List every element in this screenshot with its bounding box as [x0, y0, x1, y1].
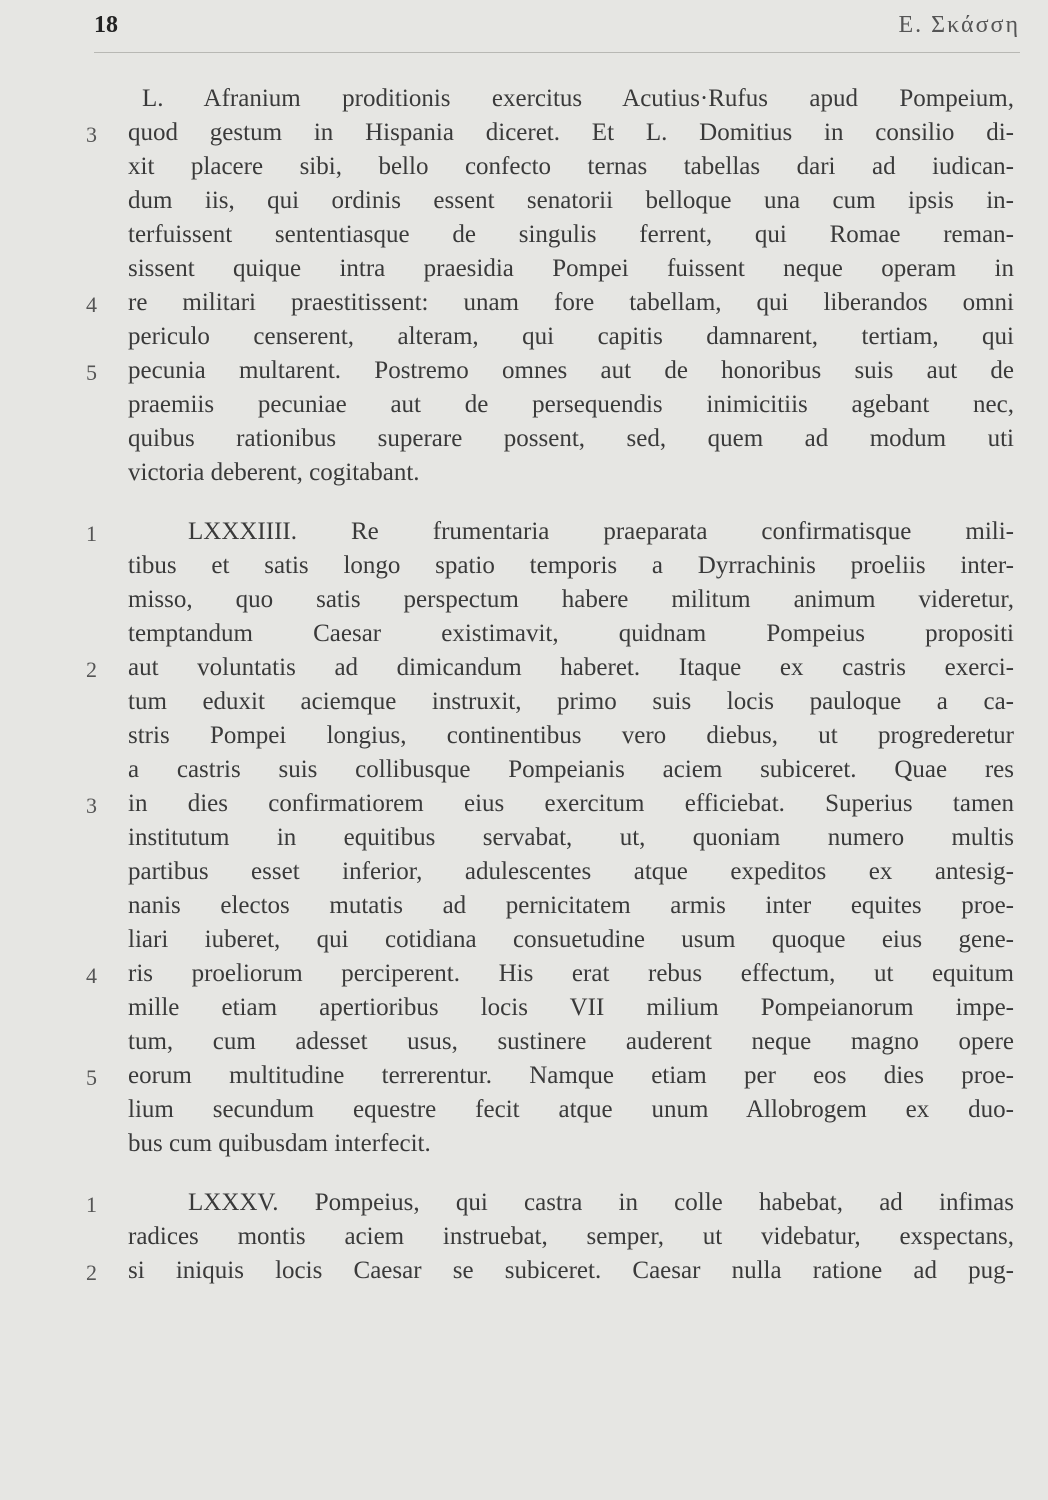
header-rule [94, 52, 1020, 53]
margin-section-number: 2 [86, 1260, 97, 1285]
line-text: L. Afranium proditionis exercitus Acutius·Rufus apud Pompeium, [142, 85, 1014, 112]
line-text: quod gestum in Hispania diceret. Et L. Domitius in consilio di- [128, 119, 1014, 146]
text-line [0, 116, 1048, 150]
text-line [0, 1025, 1048, 1059]
text-line [0, 1093, 1048, 1127]
text-line [0, 617, 1048, 651]
line-text: pecunia multarent. Postremo omnes aut de honoribus suis aut de [128, 357, 1014, 384]
margin-section-number: 3 [86, 793, 97, 818]
line-text: eorum multitudine terrerentur. Namque etiam per eos dies proe- [128, 1062, 1014, 1089]
margin-section-number: 4 [86, 292, 97, 317]
paragraph-gap [0, 490, 1048, 515]
text-line [0, 1127, 1048, 1161]
line-text: victoria deberent, cogitabant. [128, 459, 420, 486]
line-text: liari iuberet, qui cotidiana consuetudine usum quoque eius gene- [128, 926, 1014, 953]
line-text: mille etiam apertioribus locis VII milium Pompeianorum impe- [128, 994, 1014, 1021]
running-head: E. Σκάσση [898, 12, 1020, 38]
line-text: periculo censerent, alteram, qui capitis damnarent, tertiam, qui [128, 323, 1014, 350]
text-line [0, 252, 1048, 286]
text-line [0, 388, 1048, 422]
line-text: temptandum Caesar existimavit, quidnam Pompeius propositi [128, 620, 1014, 647]
margin-section-number: 2 [86, 657, 97, 682]
line-text: misso, quo satis perspectum habere militum animum videretur, [128, 586, 1014, 613]
text-line [0, 515, 1048, 549]
line-text: si iniquis locis Caesar se subiceret. Caesar nulla ratione ad pug- [128, 1257, 1014, 1284]
text-line [0, 855, 1048, 889]
line-text: terfuissent sententiasque de singulis ferrent, qui Romae reman- [128, 221, 1014, 248]
text-line [0, 184, 1048, 218]
text-line [0, 991, 1048, 1025]
text-line [0, 150, 1048, 184]
line-text: re militari praestitissent: unam fore tabellam, qui liberandos omni [128, 289, 1014, 316]
text-line [0, 719, 1048, 753]
margin-section-number: 5 [86, 1065, 97, 1090]
line-text: in dies confirmatiorem eius exercitum efficiebat. Superius tamen [128, 790, 1014, 817]
line-text: praemiis pecuniae aut de persequendis inimicitiis agebant nec, [128, 391, 1014, 418]
margin-section-number: 3 [86, 122, 97, 147]
body-text [0, 82, 1048, 1288]
text-line [0, 651, 1048, 685]
page-number: 18 [94, 12, 118, 38]
line-text: stris Pompei longius, continentibus vero diebus, ut progrederetur [128, 722, 1014, 749]
text-line [0, 685, 1048, 719]
text-line [0, 821, 1048, 855]
line-text: radices montis aciem instruebat, semper, ut videbatur, exspectans, [128, 1223, 1014, 1250]
margin-section-number: 4 [86, 963, 97, 988]
page-header [0, 8, 1048, 48]
text-line [0, 422, 1048, 456]
line-text: xit placere sibi, bello confecto ternas tabellas dari ad iudican- [128, 153, 1014, 180]
line-text: aut voluntatis ad dimicandum haberet. Itaque ex castris exerci- [128, 654, 1014, 681]
line-text: lium secundum equestre fecit atque unum Allobrogem ex duo- [128, 1096, 1014, 1123]
line-text: a castris suis collibusque Pompeianis aciem subiceret. Quae res [128, 756, 1014, 783]
line-text: tibus et satis longo spatio temporis a Dyrrachinis proeliis inter- [128, 552, 1014, 579]
line-text: ris proeliorum perciperent. His erat rebus effectum, ut equitum [128, 960, 1014, 987]
margin-section-number: 1 [86, 521, 97, 546]
text-line [0, 82, 1048, 116]
line-text: institutum in equitibus servabat, ut, quoniam numero multis [128, 824, 1014, 851]
line-text: LXXXV. Pompeius, qui castra in colle habebat, ad infimas [188, 1189, 1014, 1216]
text-line [0, 753, 1048, 787]
line-text: LXXXIIII. Re frumentaria praeparata confirmatisque mili- [188, 518, 1014, 545]
text-line [0, 889, 1048, 923]
text-line [0, 1059, 1048, 1093]
text-line [0, 923, 1048, 957]
line-text: quibus rationibus superare possent, sed, quem ad modum uti [128, 425, 1014, 452]
line-text: partibus esset inferior, adulescentes atque expeditos ex antesig- [128, 858, 1014, 885]
text-line [0, 456, 1048, 490]
text-line [0, 1220, 1048, 1254]
text-line [0, 787, 1048, 821]
margin-section-number: 1 [86, 1192, 97, 1217]
paragraph-gap [0, 1161, 1048, 1186]
line-text: sissent quique intra praesidia Pompei fuissent neque operam in [128, 255, 1014, 282]
text-line [0, 354, 1048, 388]
text-line [0, 583, 1048, 617]
line-text: bus cum quibusdam interfecit. [128, 1130, 431, 1157]
margin-section-number: 5 [86, 360, 97, 385]
text-line [0, 957, 1048, 991]
line-text: dum iis, qui ordinis essent senatorii belloque una cum ipsis in- [128, 187, 1014, 214]
text-line [0, 1254, 1048, 1288]
text-line [0, 286, 1048, 320]
line-text: nanis electos mutatis ad pernicitatem armis inter equites proe- [128, 892, 1014, 919]
text-line [0, 549, 1048, 583]
text-line [0, 218, 1048, 252]
text-line [0, 320, 1048, 354]
line-text: tum, cum adesset usus, sustinere auderent neque magno opere [128, 1028, 1014, 1055]
text-line [0, 1186, 1048, 1220]
line-text: tum eduxit aciemque instruxit, primo suis locis pauloque a ca- [128, 688, 1014, 715]
